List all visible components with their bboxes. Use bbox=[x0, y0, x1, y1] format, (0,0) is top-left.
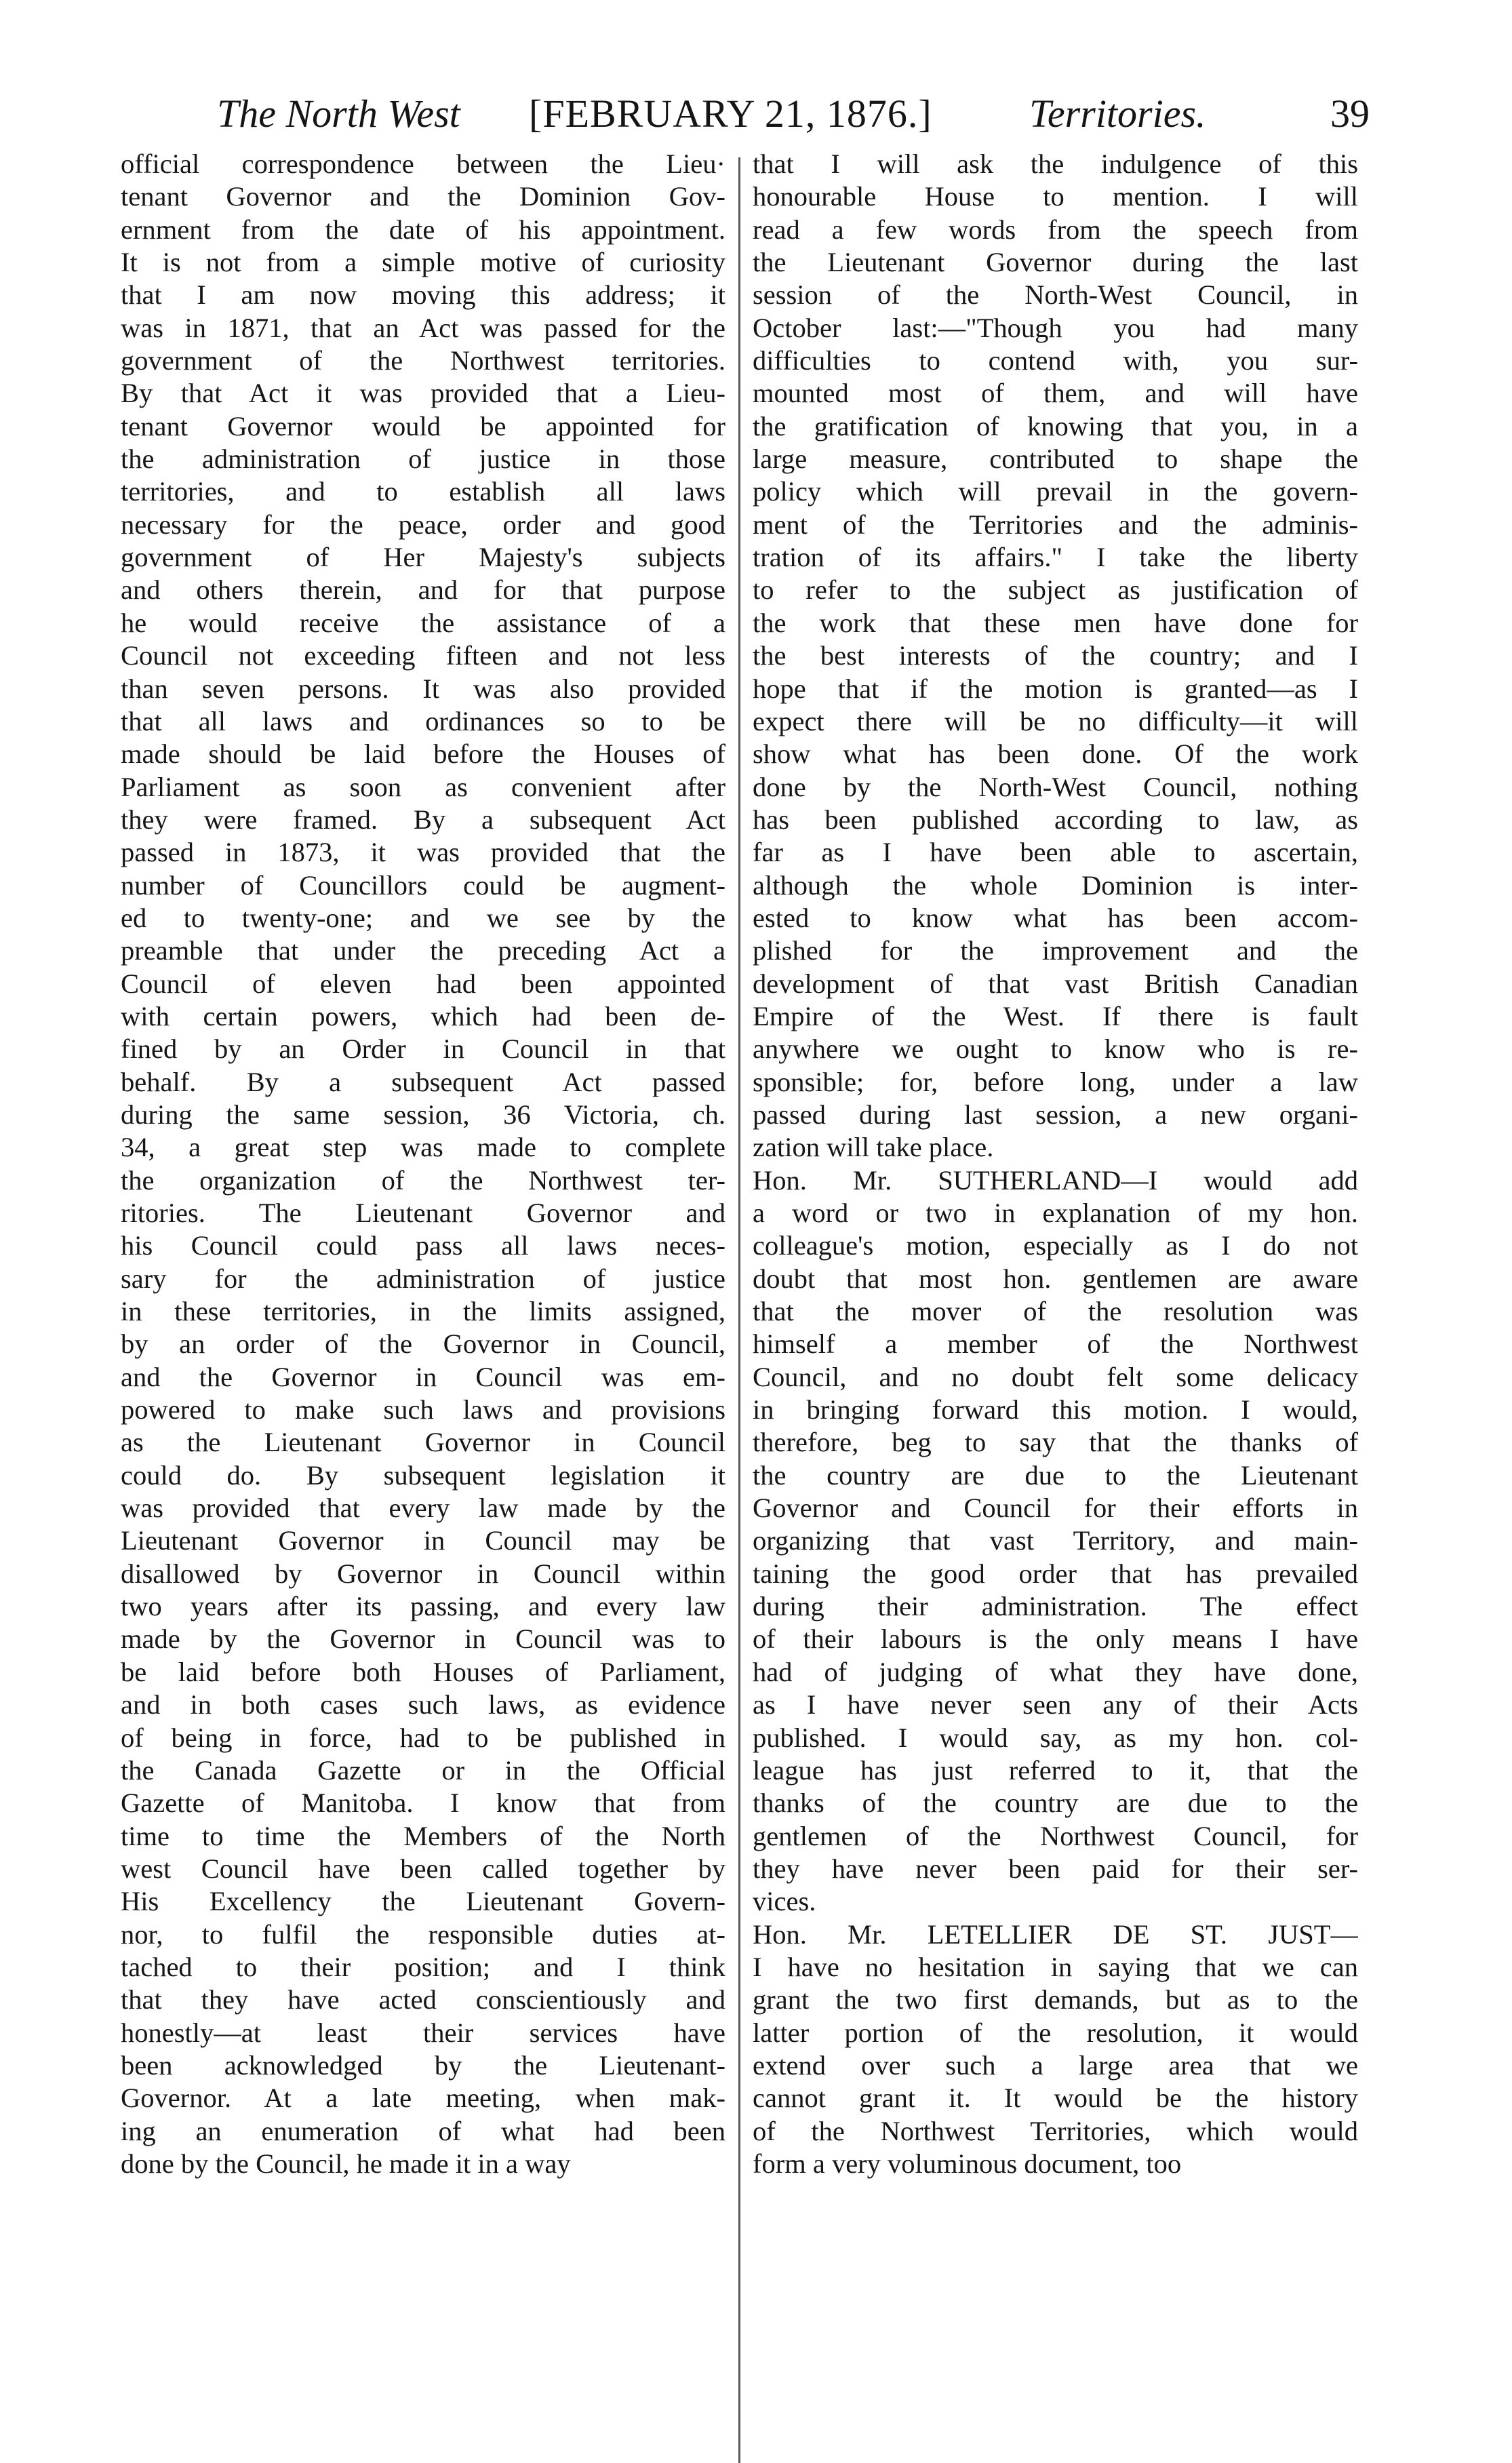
text-line: large measure, contributed to shape the bbox=[753, 444, 1358, 475]
text-line: was in 1871, that an Act was passed for the bbox=[121, 312, 725, 343]
text-line: Lieutenant Governor in Council may be bbox=[121, 1525, 725, 1556]
text-line: done by the Council, he made it in a way bbox=[121, 2148, 571, 2179]
text-line: ernment from the date of his appointment. bbox=[121, 214, 725, 245]
text-line: tenant Governor and the Dominion Gov- bbox=[121, 181, 725, 212]
text-line: Council of eleven had been appointed bbox=[121, 968, 725, 999]
text-line: By that Act it was provided that a Lieu- bbox=[121, 378, 725, 409]
text-line: government of the Northwest territories. bbox=[121, 345, 725, 376]
text-line: that they have acted conscientiously and bbox=[121, 1984, 725, 2015]
text-line: extend over such a large area that we bbox=[753, 2049, 1358, 2081]
text-line: of the Northwest Territories, which would bbox=[753, 2115, 1358, 2146]
text-line: honourable House to mention. I will bbox=[753, 181, 1358, 212]
text-line: mounted most of them, and will have bbox=[753, 378, 1358, 409]
text-line: ritories. The Lieutenant Governor and bbox=[121, 1198, 725, 1228]
text-line: Gazette of Manitoba. I know that from bbox=[121, 1788, 725, 1819]
text-line: the administration of justice in those bbox=[121, 444, 725, 475]
text-line: published. I would say, as my hon. col- bbox=[753, 1722, 1358, 1753]
text-line: of their labours is the only means I have bbox=[753, 1623, 1358, 1655]
text-line: passed during last session, a new organi- bbox=[753, 1099, 1358, 1130]
text-line: of being in force, had to be published in bbox=[121, 1722, 725, 1753]
text-line: October last:—"Though you had many bbox=[753, 312, 1358, 343]
text-line: latter portion of the resolution, it would bbox=[753, 2017, 1358, 2048]
text-line: they have never been paid for their ser- bbox=[753, 1853, 1358, 1884]
text-line: hope that if the motion is granted—as I bbox=[753, 673, 1358, 704]
text-line: as the Lieutenant Governor in Council bbox=[121, 1427, 725, 1458]
text-line: official correspondence between the Lieu· bbox=[121, 149, 725, 179]
text-line: than seven persons. It was also provided bbox=[121, 673, 725, 704]
text-line: show what has been done. Of the work bbox=[753, 738, 1358, 770]
text-line: made by the Governor in Council was to bbox=[121, 1623, 725, 1655]
text-line: ed to twenty-one; and we see by the bbox=[121, 902, 725, 933]
text-line: policy which will prevail in the govern- bbox=[753, 476, 1358, 507]
text-line: that I will ask the indulgence of this bbox=[753, 149, 1358, 179]
text-line: the Canada Gazette or in the Official bbox=[121, 1754, 725, 1786]
text-line: he would receive the assistance of a bbox=[121, 607, 725, 638]
text-line: Hon. Mr. LETELLIER DE ST. JUST— bbox=[753, 1918, 1358, 1950]
text-line: preamble that under the preceding Act a bbox=[121, 935, 725, 966]
left-column bbox=[121, 148, 725, 2180]
text-line: the Lieutenant Governor during the last bbox=[753, 247, 1358, 278]
text-line: that all laws and ordinances so to be bbox=[121, 705, 725, 736]
text-line: has been published according to law, as bbox=[753, 804, 1358, 835]
text-line: anywhere we ought to know who is re- bbox=[753, 1033, 1358, 1065]
text-line: zation will take place. bbox=[753, 1132, 994, 1163]
text-line: necessary for the peace, order and good bbox=[121, 509, 725, 540]
text-line: far as I have been able to ascertain, bbox=[753, 837, 1358, 868]
text-line: fined by an Order in Council in that bbox=[121, 1033, 725, 1065]
text-line: disallowed by Governor in Council within bbox=[121, 1558, 725, 1589]
text-line: tached to their position; and I think bbox=[121, 1951, 725, 1982]
text-line: made should be laid before the Houses of bbox=[121, 738, 725, 770]
text-line: they were framed. By a subsequent Act bbox=[121, 804, 725, 835]
text-line: and in both cases such laws, as evidence bbox=[121, 1689, 725, 1720]
text-line: territories, and to establish all laws bbox=[121, 476, 725, 507]
text-line: cannot grant it. It would be the history bbox=[753, 2083, 1358, 2114]
text-line: could do. By subsequent legislation it bbox=[121, 1459, 725, 1491]
text-line: be laid before both Houses of Parliament, bbox=[121, 1656, 725, 1687]
text-line: colleague's motion, especially as I do not bbox=[753, 1230, 1358, 1261]
text-line: Governor. At a late meeting, when mak- bbox=[121, 2083, 725, 2114]
text-line: the best interests of the country; and I bbox=[753, 640, 1358, 671]
header-title-left: The North West bbox=[217, 92, 460, 136]
text-line: nor, to fulfil the responsible duties at- bbox=[121, 1918, 725, 1950]
text-line: number of Councillors could be augment- bbox=[121, 869, 725, 901]
text-line: therefore, beg to say that the thanks of bbox=[753, 1427, 1358, 1458]
text-line: in bringing forward this motion. I would, bbox=[753, 1394, 1358, 1425]
text-line: plished for the improvement and the bbox=[753, 935, 1358, 966]
text-line: powered to make such laws and provisions bbox=[121, 1394, 725, 1425]
text-line: grant the two first demands, but as to the bbox=[753, 1984, 1358, 2015]
text-line: during their administration. The effect bbox=[753, 1591, 1358, 1622]
text-line: difficulties to contend with, you sur- bbox=[753, 345, 1358, 376]
text-line: the country are due to the Lieutenant bbox=[753, 1459, 1358, 1491]
text-line: during the same session, 36 Victoria, ch. bbox=[121, 1099, 725, 1130]
text-line: behalf. By a subsequent Act passed bbox=[121, 1066, 725, 1097]
text-line: 34, a great step was made to complete bbox=[121, 1132, 725, 1163]
text-line: in these territories, in the limits assigned, bbox=[121, 1296, 725, 1327]
text-line: ested to know what has been accom- bbox=[753, 902, 1358, 933]
text-line: by an order of the Governor in Council, bbox=[121, 1328, 725, 1360]
text-line: his Council could pass all laws neces- bbox=[121, 1230, 725, 1261]
text-line: passed in 1873, it was provided that the bbox=[121, 837, 725, 868]
text-line: ment of the Territories and the adminis- bbox=[753, 509, 1358, 540]
text-line: the work that these men have done for bbox=[753, 607, 1358, 638]
text-line: to refer to the subject as justification of bbox=[753, 574, 1358, 606]
text-line: sponsible; for, before long, under a law bbox=[753, 1066, 1358, 1097]
text-line: vices. bbox=[753, 1886, 816, 1917]
text-line: taining the good order that has prevailed bbox=[753, 1558, 1358, 1589]
text-line: himself a member of the Northwest bbox=[753, 1328, 1358, 1360]
text-line: doubt that most hon. gentlemen are aware bbox=[753, 1263, 1358, 1294]
text-line: although the whole Dominion is inter- bbox=[753, 869, 1358, 901]
text-line: was provided that every law made by the bbox=[121, 1493, 725, 1524]
right-column bbox=[753, 148, 1358, 2180]
text-line: Governor and Council for their efforts in bbox=[753, 1493, 1358, 1524]
text-line: Hon. Mr. SUTHERLAND—I would add bbox=[753, 1164, 1358, 1196]
text-line: ing an enumeration of what had been bbox=[121, 2115, 725, 2146]
text-line: the organization of the Northwest ter- bbox=[121, 1164, 725, 1196]
running-header bbox=[217, 87, 1370, 141]
text-line: session of the North-West Council, in bbox=[753, 279, 1358, 311]
text-line: and the Governor in Council was em- bbox=[121, 1361, 725, 1392]
text-line: a word or two in explanation of my hon. bbox=[753, 1198, 1358, 1228]
text-line: organizing that vast Territory, and main- bbox=[753, 1525, 1358, 1556]
text-line: been acknowledged by the Lieutenant- bbox=[121, 2049, 725, 2081]
text-line: It is not from a simple motive of curiosity bbox=[121, 247, 725, 278]
text-line: read a few words from the speech from bbox=[753, 214, 1358, 245]
text-line: league has just referred to it, that the bbox=[753, 1754, 1358, 1786]
text-line: west Council have been called together by bbox=[121, 1853, 725, 1884]
text-line: development of that vast British Canadian bbox=[753, 968, 1358, 999]
text-line: gentlemen of the Northwest Council, for bbox=[753, 1820, 1358, 1851]
text-line: with certain powers, which had been de- bbox=[121, 1000, 725, 1031]
text-line: time to time the Members of the North bbox=[121, 1820, 725, 1851]
header-date: [FEBRUARY 21, 1876.] bbox=[529, 92, 932, 136]
text-line: thanks of the country are due to the bbox=[753, 1788, 1358, 1819]
text-line: as I have never seen any of their Acts bbox=[753, 1689, 1358, 1720]
text-line: two years after its passing, and every law bbox=[121, 1591, 725, 1622]
text-line: tenant Governor would be appointed for bbox=[121, 410, 725, 441]
text-line: that the mover of the resolution was bbox=[753, 1296, 1358, 1327]
text-line: Parliament as soon as convenient after bbox=[121, 771, 725, 802]
text-line: the gratification of knowing that you, in a bbox=[753, 410, 1358, 441]
text-line: honestly—at least their services have bbox=[121, 2017, 725, 2048]
column-divider bbox=[738, 157, 740, 2463]
text-line: government of Her Majesty's subjects bbox=[121, 542, 725, 573]
header-title-right: Territories. bbox=[1029, 92, 1206, 136]
text-line: I have no hesitation in saying that we can bbox=[753, 1951, 1358, 1982]
text-line: done by the North-West Council, nothing bbox=[753, 771, 1358, 802]
text-line: form a very voluminous document, too bbox=[753, 2148, 1182, 2179]
text-line: had of judging of what they have done, bbox=[753, 1656, 1358, 1687]
text-line: Empire of the West. If there is fault bbox=[753, 1000, 1358, 1031]
text-line: and others therein, and for that purpose bbox=[121, 574, 725, 606]
text-line: Council, and no doubt felt some delicacy bbox=[753, 1361, 1358, 1392]
text-line: tration of its affairs." I take the liberty bbox=[753, 542, 1358, 573]
text-line: His Excellency the Lieutenant Govern- bbox=[121, 1886, 725, 1917]
page-number: 39 bbox=[1330, 92, 1370, 136]
text-line: sary for the administration of justice bbox=[121, 1263, 725, 1294]
text-line: expect there will be no difficulty—it will bbox=[753, 705, 1358, 736]
text-line: that I am now moving this address; it bbox=[121, 279, 725, 311]
text-line: Council not exceeding fifteen and not less bbox=[121, 640, 725, 671]
